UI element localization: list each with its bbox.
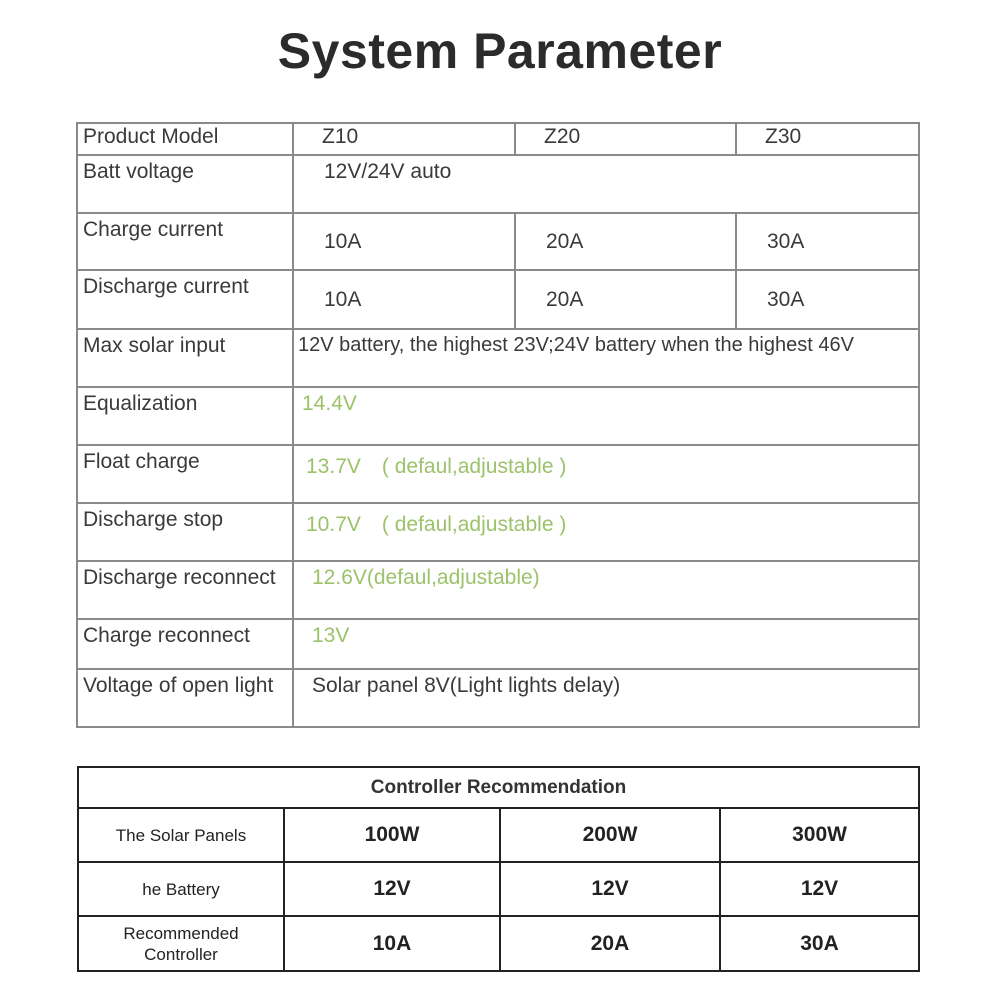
- float-charge-value: 13.7V ( defaul,adjustable ): [293, 445, 919, 503]
- discharge-reconnect-value: 12.6V(defaul,adjustable): [293, 561, 919, 619]
- controller-recommendation-table: [77, 766, 920, 972]
- batt-voltage-label: Batt voltage: [77, 155, 293, 213]
- solar-panels-z20: 200W: [500, 808, 720, 862]
- discharge-current-label: Discharge current: [77, 270, 293, 329]
- max-solar-input-label: Max solar input: [77, 329, 293, 387]
- charge-current-z30: 30A: [736, 213, 919, 270]
- recommended-controller-label: Recommended Controller: [78, 916, 284, 971]
- row-equalization: [77, 387, 919, 445]
- model-z30: Z30: [736, 123, 919, 155]
- rec-row-battery: [78, 862, 919, 916]
- discharge-current-z30: 30A: [736, 270, 919, 329]
- page-title: System Parameter: [277, 23, 723, 79]
- discharge-stop-value: 10.7V ( defaul,adjustable ): [293, 503, 919, 561]
- open-light-voltage-label: Voltage of open light: [77, 669, 293, 727]
- controller-z20: 20A: [500, 916, 720, 971]
- system-parameter-table: [76, 122, 920, 728]
- row-batt-voltage: [77, 155, 919, 213]
- charge-reconnect-label: Charge reconnect: [77, 619, 293, 669]
- max-solar-input-value: 12V battery, the highest 23V;24V battery when the highest 46V: [293, 329, 919, 387]
- controller-z30: 30A: [720, 916, 919, 971]
- equalization-value: 14.4V: [293, 387, 919, 445]
- discharge-current-z10: 10A: [293, 270, 515, 329]
- rec-row-controller: [78, 916, 919, 971]
- discharge-reconnect-label: Discharge reconnect: [77, 561, 293, 619]
- float-charge-label: Float charge: [77, 445, 293, 503]
- charge-current-z10: 10A: [293, 213, 515, 270]
- row-float-charge: [77, 445, 919, 503]
- rec-row-solar-panels: [78, 808, 919, 862]
- product-model-label: Product Model: [77, 123, 293, 155]
- solar-panels-label: The Solar Panels: [78, 808, 284, 862]
- model-z10: Z10: [293, 123, 515, 155]
- open-light-voltage-value: Solar panel 8V(Light lights delay): [293, 669, 919, 727]
- row-charge-current: [77, 213, 919, 270]
- battery-z30: 12V: [720, 862, 919, 916]
- charge-reconnect-value: 13V: [293, 619, 919, 669]
- discharge-stop-label: Discharge stop: [77, 503, 293, 561]
- row-product-model: [77, 123, 919, 155]
- solar-panels-z30: 300W: [720, 808, 919, 862]
- solar-panels-z10: 100W: [284, 808, 500, 862]
- battery-label: he Battery: [78, 862, 284, 916]
- row-discharge-current: [77, 270, 919, 329]
- rec-header-row: [78, 767, 919, 808]
- row-open-light-voltage: [77, 669, 919, 727]
- recommendation-title: Controller Recommendation: [78, 767, 919, 808]
- batt-voltage-value: 12V/24V auto: [293, 155, 919, 213]
- discharge-current-z20: 20A: [515, 270, 736, 329]
- charge-current-z20: 20A: [515, 213, 736, 270]
- charge-current-label: Charge current: [77, 213, 293, 270]
- equalization-label: Equalization: [77, 387, 293, 445]
- controller-z10: 10A: [284, 916, 500, 971]
- battery-z20: 12V: [500, 862, 720, 916]
- row-charge-reconnect: [77, 619, 919, 669]
- row-discharge-stop: [77, 503, 919, 561]
- row-discharge-reconnect: [77, 561, 919, 619]
- battery-z10: 12V: [284, 862, 500, 916]
- row-max-solar-input: [77, 329, 919, 387]
- model-z20: Z20: [515, 123, 736, 155]
